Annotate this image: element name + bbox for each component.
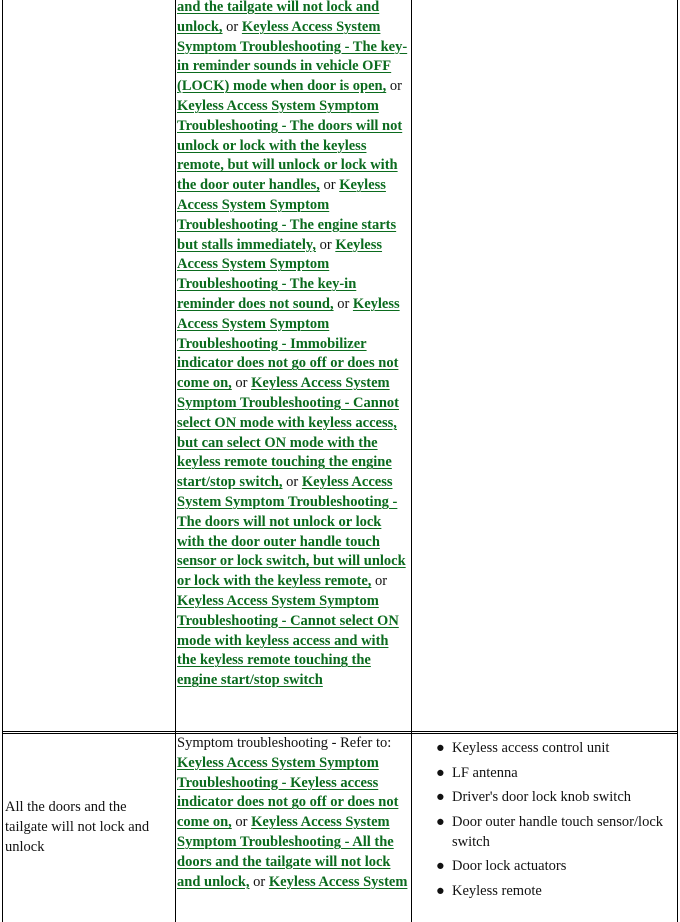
row1-link-1[interactable]: and the tailgate will not lock and unlock, <box>177 0 380 35</box>
table-border-left <box>2 0 3 922</box>
row1-separator-4: or <box>319 236 332 253</box>
row2-separator-1: or <box>235 814 248 831</box>
row1-link-5[interactable]: Keyless Access System Symptom Troubleshooting - The key-in reminder does not sound, <box>177 236 383 312</box>
part-label: Keyless access control unit <box>452 740 610 756</box>
row1-separator-7: or <box>286 474 299 491</box>
row1-separator-3: or <box>323 177 336 194</box>
part-label: LF antenna <box>452 764 518 781</box>
row2-link-1[interactable]: Keyless Access System Symptom Troubleshooting - Keyless access indicator does not go off or does not come on, <box>177 754 399 831</box>
row1-separator-1: or <box>226 18 239 35</box>
row1-link-9[interactable]: Keyless Access System Symptom Troubleshooting - Cannot select ON mode with keyless access and with the keyless remote touching the engine start/stop switch <box>177 592 399 689</box>
row1-separator-5: or <box>337 295 350 312</box>
row2-parts-list <box>436 738 676 906</box>
parts-list-item <box>436 763 676 783</box>
part-label: Keyless remote <box>452 882 542 899</box>
table-border-right <box>677 0 678 922</box>
part-label: Door lock actuators <box>452 858 567 875</box>
parts-list-item <box>436 787 676 807</box>
bullet-icon: ● <box>436 740 445 756</box>
row1-link-2[interactable]: Keyless Access System Symptom Troubleshooting - The key-in reminder sounds in vehicle OFF (LOCK) mode when door is open, <box>177 18 408 95</box>
row1-link-4[interactable]: Keyless Access System Symptom Troubleshooting - The engine starts but stalls immediately, <box>177 177 397 253</box>
row2-references-cell <box>177 734 411 892</box>
row2-separator-2: or <box>253 873 266 890</box>
bullet-icon: ● <box>436 858 445 875</box>
row1-link-7[interactable]: Keyless Access System Symptom Troubleshooting - Cannot select ON mode with keyless access, but can select ON mode with the keyless remote touching the engine start/stop switch, <box>177 375 399 491</box>
table-column-divider-1 <box>175 0 176 922</box>
row2-link-3[interactable]: Keyless Access System <box>268 873 408 890</box>
row2-symptom: All the doors and the tailgate will not lock and unlock <box>5 799 150 855</box>
bullet-icon: ● <box>436 813 445 830</box>
bullet-icon: ● <box>436 789 445 806</box>
row1-references-cell <box>177 0 411 691</box>
parts-list-item <box>436 738 676 758</box>
row1-link-8[interactable]: Keyless Access System Symptom Troubleshooting - The doors will not unlock or lock with the door outer handle touch sensor or lock switch, but will unlock or lock with the keyless remote, <box>177 474 406 590</box>
bullet-icon: ● <box>436 764 445 781</box>
parts-list-item <box>436 881 676 901</box>
table-row-divider <box>2 731 678 732</box>
row1-separator-2: or <box>389 78 402 95</box>
table-column-divider-2 <box>411 0 412 922</box>
parts-list-item <box>436 812 676 852</box>
parts-list-item <box>436 856 676 876</box>
row1-link-6[interactable]: Keyless Access System Symptom Troubleshooting - Immobilizer indicator does not go off or does not come on, <box>177 295 400 392</box>
row1-separator-6: or <box>235 375 248 392</box>
bullet-icon: ● <box>436 882 445 899</box>
row1-separator-8: or <box>375 573 388 590</box>
part-label: Driver's door lock knob switch <box>452 789 631 806</box>
part-label: Door outer handle touch sensor/lock switch <box>452 813 664 850</box>
row1-link-3[interactable]: Keyless Access System Symptom Troubleshooting - The doors will not unlock or lock with the keyless remote, but will unlock or lock with the door outer handles, <box>177 97 403 194</box>
row2-link-2[interactable]: Keyless Access System Symptom Troubleshooting - All the doors and the tailgate will not lock and unlock, <box>177 814 394 890</box>
row2-intro-text: Symptom troubleshooting - Refer to: <box>177 735 392 751</box>
